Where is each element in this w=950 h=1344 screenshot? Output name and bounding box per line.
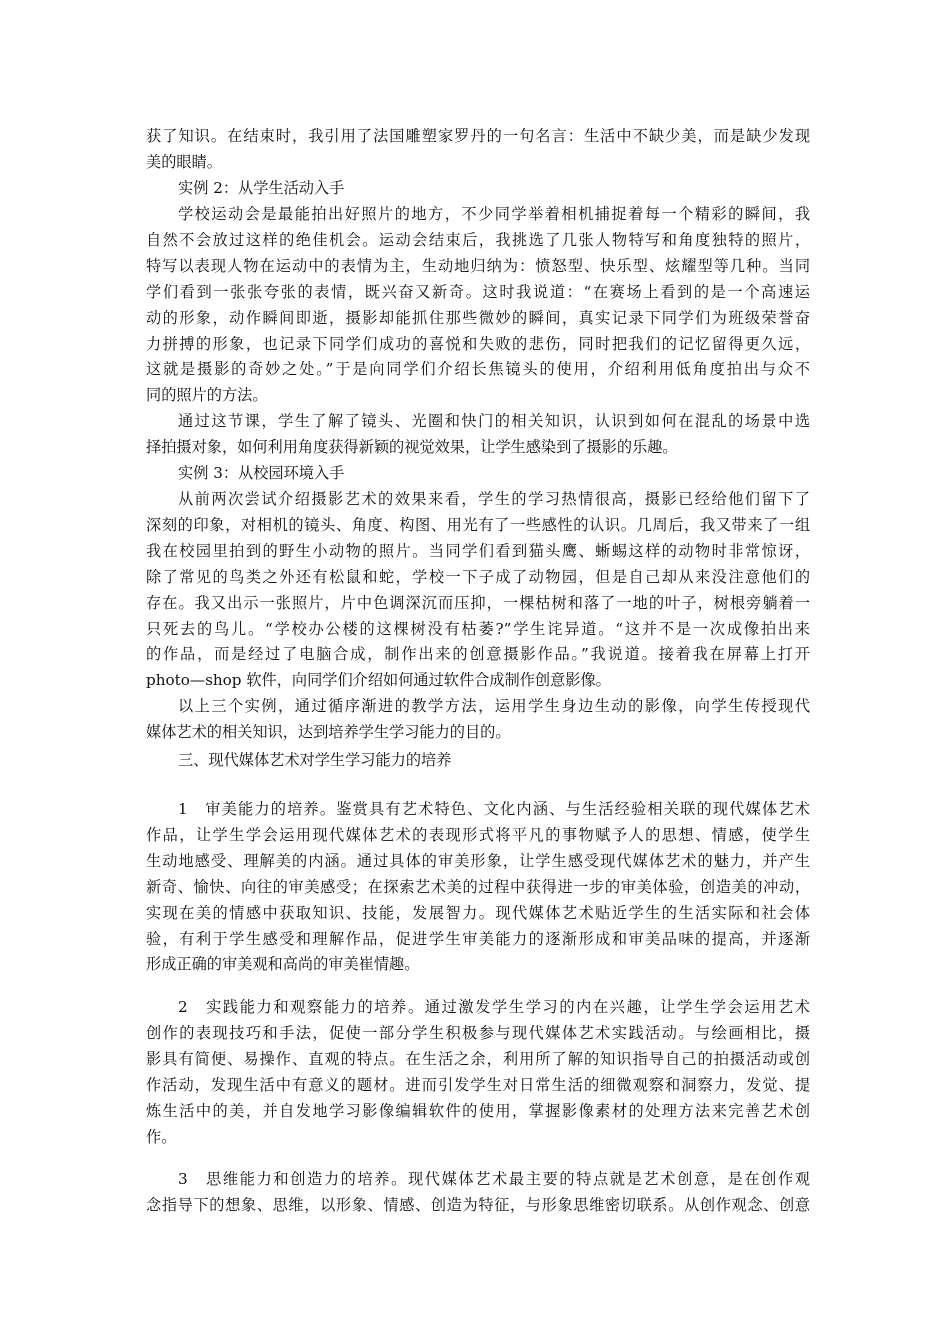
text-line: 学们看到一张张夸张的表情，既兴奋又新奇。这时我说道：“在赛场上看到的是一个高速运 — [146, 282, 810, 301]
text-line: 学校运动会是最能拍出好照片的地方，不少同学举着相机捕捉着每一个精彩的瞬间，我 — [178, 205, 810, 223]
paragraph-campus-environment — [146, 487, 810, 694]
text-line: 念指导下的想象、思维，以形象、情感、创造为特征，与形象思维密切联系。从创作观念、创意 — [146, 1195, 810, 1214]
text-line: 美的眼睛。 — [146, 152, 222, 171]
text-line: 作。 — [146, 1127, 177, 1146]
text-line: 炼生活中的美，并自发地学习影像编辑软件的使用，掌握影像素材的处理方法来完善艺术创 — [146, 1101, 810, 1120]
paragraph-practice-ability — [146, 995, 810, 1150]
text-line: 2 实践能力和观察能力的培养。通过激发学生学习的内在兴趣，让学生学会运用艺术 — [178, 998, 810, 1016]
text-line: 深刻的印象，对相机的镜头、角度、构图、用光有了一些感性的认识。几周后，我又带来了一组 — [146, 515, 810, 534]
text-line: photo—shop 软件，向同学们介绍如何通过软件合成制作创意影像。 — [146, 671, 611, 690]
section-3-heading — [146, 748, 810, 774]
example-2-heading — [146, 176, 810, 202]
text-line: 特写以表现人物在运动中的表情为主，生动地归纳为：愤怒型、快乐型、炫耀型等几种。当同 — [146, 256, 810, 275]
paragraph-continuation — [146, 124, 810, 176]
text-line: 通过这节课，学生了解了镜头、光圈和快门的相关知识，认识到如何在混乱的场景中选 — [178, 412, 810, 430]
text-line: 我在校园里拍到的野生小动物的照片。当同学们看到猫头鹰、蜥蜴这样的动物时非常惊讶， — [146, 541, 810, 560]
text-line: 从前两次尝试介绍摄影艺术的效果来看，学生的学习热情很高，摄影已经给他们留下了 — [178, 490, 810, 508]
text-line: 1 审美能力的培养。鉴赏具有艺术特色、文化内涵、与生活经验相关联的现代媒体艺术 — [178, 800, 810, 818]
text-line: 生动地感受、理解美的内涵。通过具体的审美形象，让学生感受现代媒体艺术的魅力，并产生 — [146, 851, 810, 870]
text-line: 存在。我又出示一张照片，片中色调深沉而压抑，一棵枯树和落了一地的叶子，树根旁躺着一 — [146, 593, 810, 612]
text-line: 的作品，而是经过了电脑合成，制作出来的创意摄影作品。”我说道。接着我在屏幕上打开 — [146, 645, 810, 664]
text-line: 影具有简便、易操作、直观的特点。在生活之余，利用所了解的知识指导自己的拍摄活动或创 — [146, 1049, 810, 1068]
text-line: 新奇、愉快、向往的审美感受；在探索艺术美的过程中获得进一步的审美体验，创造美的冲动， — [146, 877, 810, 896]
paragraph-lesson-summary — [146, 409, 810, 461]
paragraph-aesthetic-ability — [146, 797, 810, 978]
text-line: 验，有利于学生感受和理解作品，促进学生审美能力的逐渐形成和审美品味的提高，并逐渐 — [146, 929, 810, 948]
text-line: 实现在美的情感中获取知识、技能，发展智力。现代媒体艺术贴近学生的生活实际和社会体 — [146, 903, 810, 922]
text-line: 创作的表现技巧和手法，促使一部分学生积极参与现代媒体艺术实践活动。与绘画相比，摄 — [146, 1023, 810, 1042]
text-line: 获了知识。在结束时，我引用了法国雕塑家罗丹的一句名言：生活中不缺少美，而是缺少发现 — [146, 127, 810, 145]
paragraph-examples-summary — [146, 694, 810, 746]
text-line: 动的形象，动作瞬间即逝，摄影却能抓住那些微妙的瞬间，真实记录下同学们为班级荣誉奋 — [146, 308, 810, 327]
text-line: 这就是摄影的奇妙之处。”于是向同学们介绍长焦镜头的使用，介绍利用低角度拍出与众不 — [146, 360, 810, 379]
text-line: 实例 3：从校园环境入手 — [178, 464, 345, 482]
text-line: 三、现代媒体艺术对学生学习能力的培养 — [178, 751, 452, 769]
text-line: 作活动，发现生活中有意义的题材。进而引发学生对日常生活的细微观察和洞察力，发觉、提 — [146, 1075, 810, 1094]
paragraph-sports-meet — [146, 202, 810, 409]
text-line: 力拼搏的形象，也记录下同学们成功的喜悦和失败的悲伤，同时把我们的记忆留得更久远， — [146, 334, 810, 353]
text-line: 实例 2：从学生活动入手 — [178, 179, 345, 197]
text-line: 只死去的鸟儿。“学校办公楼的这棵树没有枯萎?”学生诧异道。“这并不是一次成像拍出来 — [146, 619, 810, 638]
text-line: 择拍摄对象，如何利用角度获得新颖的视觉效果，让学生感染到了摄影的乐趣。 — [146, 437, 678, 456]
paragraph-thinking-creativity — [146, 1167, 810, 1219]
text-line: 同的照片的方法。 — [146, 386, 268, 405]
text-line: 以上三个实例，通过循序渐进的教学方法，运用学生身边生动的影像，向学生传授现代 — [178, 697, 810, 715]
text-line: 自然不会放过这样的绝佳机会。运动会结束后，我挑选了几张人物特写和角度独特的照片， — [146, 230, 810, 249]
text-line: 作品，让学生学会运用现代媒体艺术的表现形式将平凡的事物赋予人的思想、情感，使学生 — [146, 825, 810, 844]
text-line: 形成正确的审美观和高尚的审美崔情趣。 — [146, 955, 420, 974]
text-line: 3 思维能力和创造力的培养。现代媒体艺术最主要的特点就是艺术创意，是在创作观 — [178, 1170, 810, 1188]
text-line: 除了常见的鸟类之外还有松鼠和蛇，学校一下子成了动物园，但是自己却从来没注意他们的 — [146, 567, 810, 586]
example-3-heading — [146, 461, 810, 487]
text-line: 媒体艺术的相关知识，达到培养学生学习能力的目的。 — [146, 722, 511, 741]
